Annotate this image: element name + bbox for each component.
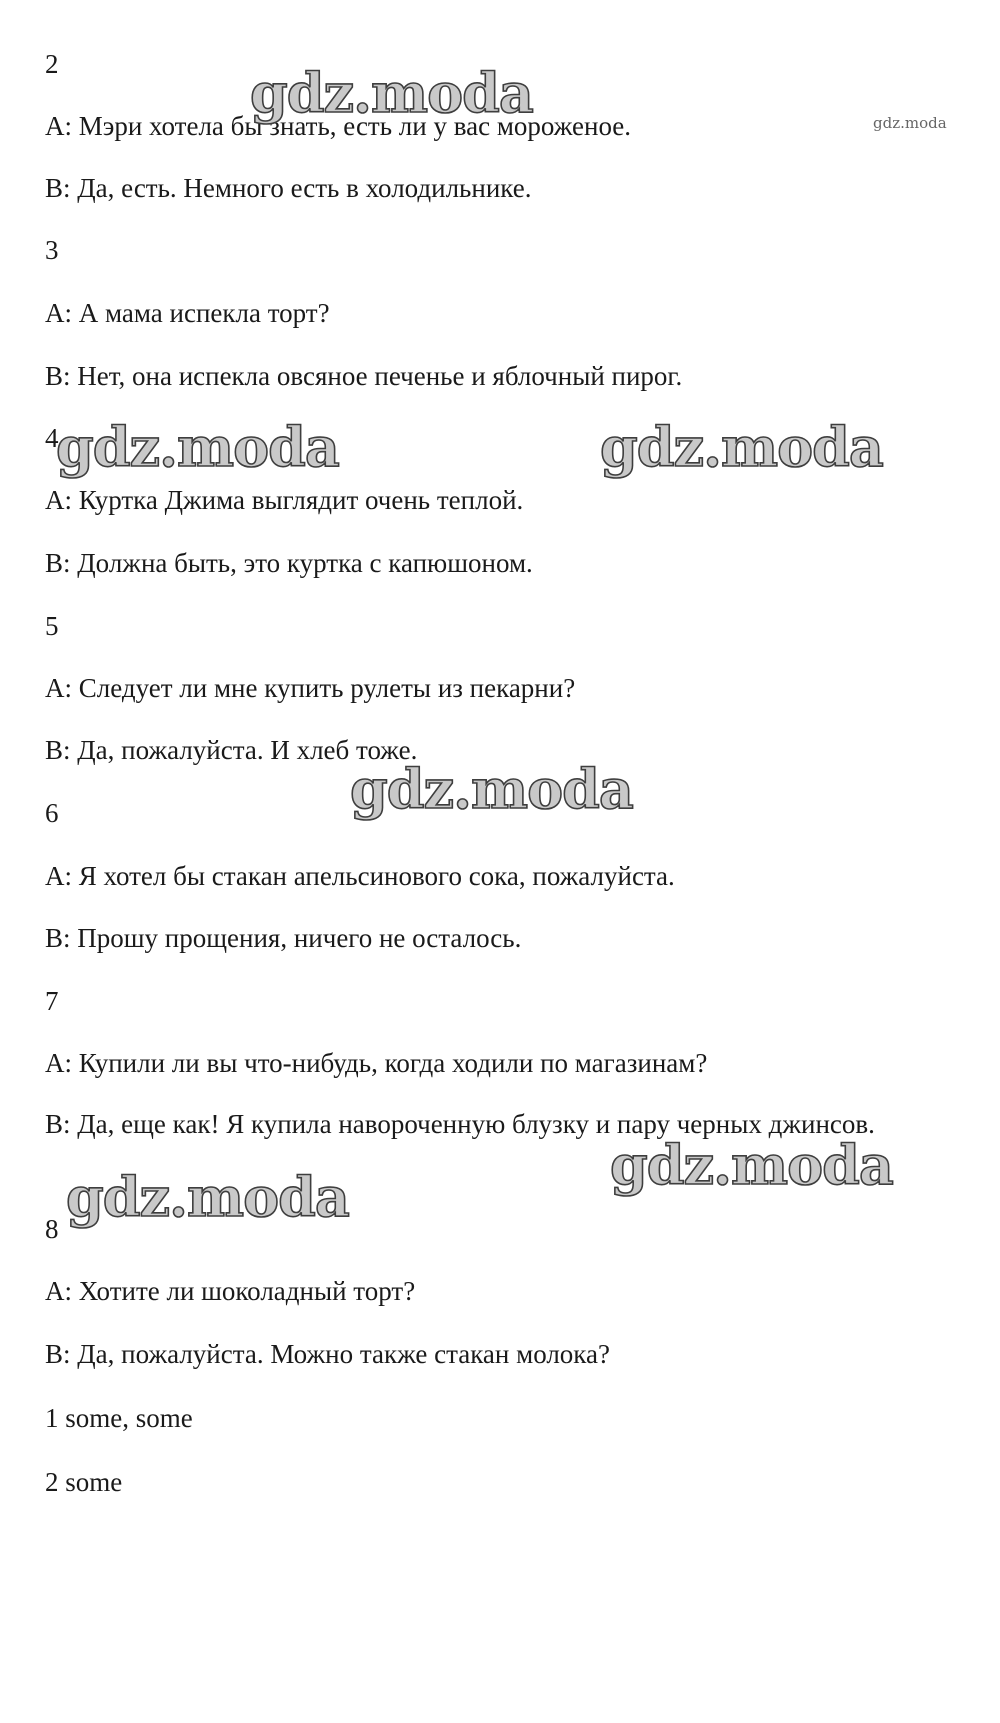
- item-number: 6: [45, 798, 59, 828]
- item-number: 3: [45, 235, 59, 265]
- item-number: 4: [45, 423, 59, 453]
- dialogue-line-b: B: Да, пожалуйста. Можно также стакан молока?: [45, 1339, 610, 1369]
- item-number: 8: [45, 1214, 59, 1244]
- dialogue-line-a: A: Хотите ли шоколадный торт?: [45, 1276, 416, 1306]
- dialogue-line-b: B: Да, пожалуйста. И хлеб тоже.: [45, 735, 418, 765]
- watermark-logo-small: gdz.moda: [873, 114, 947, 132]
- item-number: 5: [45, 611, 59, 641]
- watermark-logo: gdz.moda: [66, 1165, 349, 1229]
- answer-line: 1 some, some: [45, 1403, 193, 1433]
- dialogue-line-b: B: Должна быть, это куртка с капюшоном.: [45, 548, 533, 578]
- dialogue-line-b: B: Нет, она испекла овсяное печенье и яблочный пирог.: [45, 361, 683, 391]
- dialogue-line-b: B: Да, есть. Немного есть в холодильнике.: [45, 173, 532, 203]
- dialogue-line-b: B: Прошу прощения, ничего не осталось.: [45, 923, 522, 953]
- dialogue-line-a: A: Я хотел бы стакан апельсинового сока, пожалуйста.: [45, 861, 675, 891]
- watermark-logo: gdz.moda: [56, 415, 339, 479]
- watermark-logo: gdz.moda: [600, 415, 883, 479]
- item-number: 2: [45, 49, 59, 79]
- answer-line: 2 some: [45, 1467, 123, 1497]
- dialogue-line-a: A: Мэри хотела бы знать, есть ли у вас мороженое.: [45, 111, 632, 141]
- dialogue-line-a: A: Купили ли вы что-нибудь, когда ходили по магазинам?: [45, 1048, 708, 1078]
- watermark-logo: gdz.moda: [250, 61, 533, 125]
- dialogue-line-a: A: А мама испекла торт?: [45, 298, 330, 328]
- item-number: 7: [45, 986, 59, 1016]
- dialogue-line-b: B: Да, еще как! Я купила навороченную блузку и пару черных джинсов.: [45, 1109, 875, 1139]
- dialogue-line-a: A: Следует ли мне купить рулеты из пекарни?: [45, 673, 576, 703]
- watermark-logo: gdz.moda: [610, 1133, 893, 1197]
- watermark-logo: gdz.moda: [350, 757, 633, 821]
- dialogue-line-a: A: Куртка Джима выглядит очень теплой.: [45, 485, 524, 515]
